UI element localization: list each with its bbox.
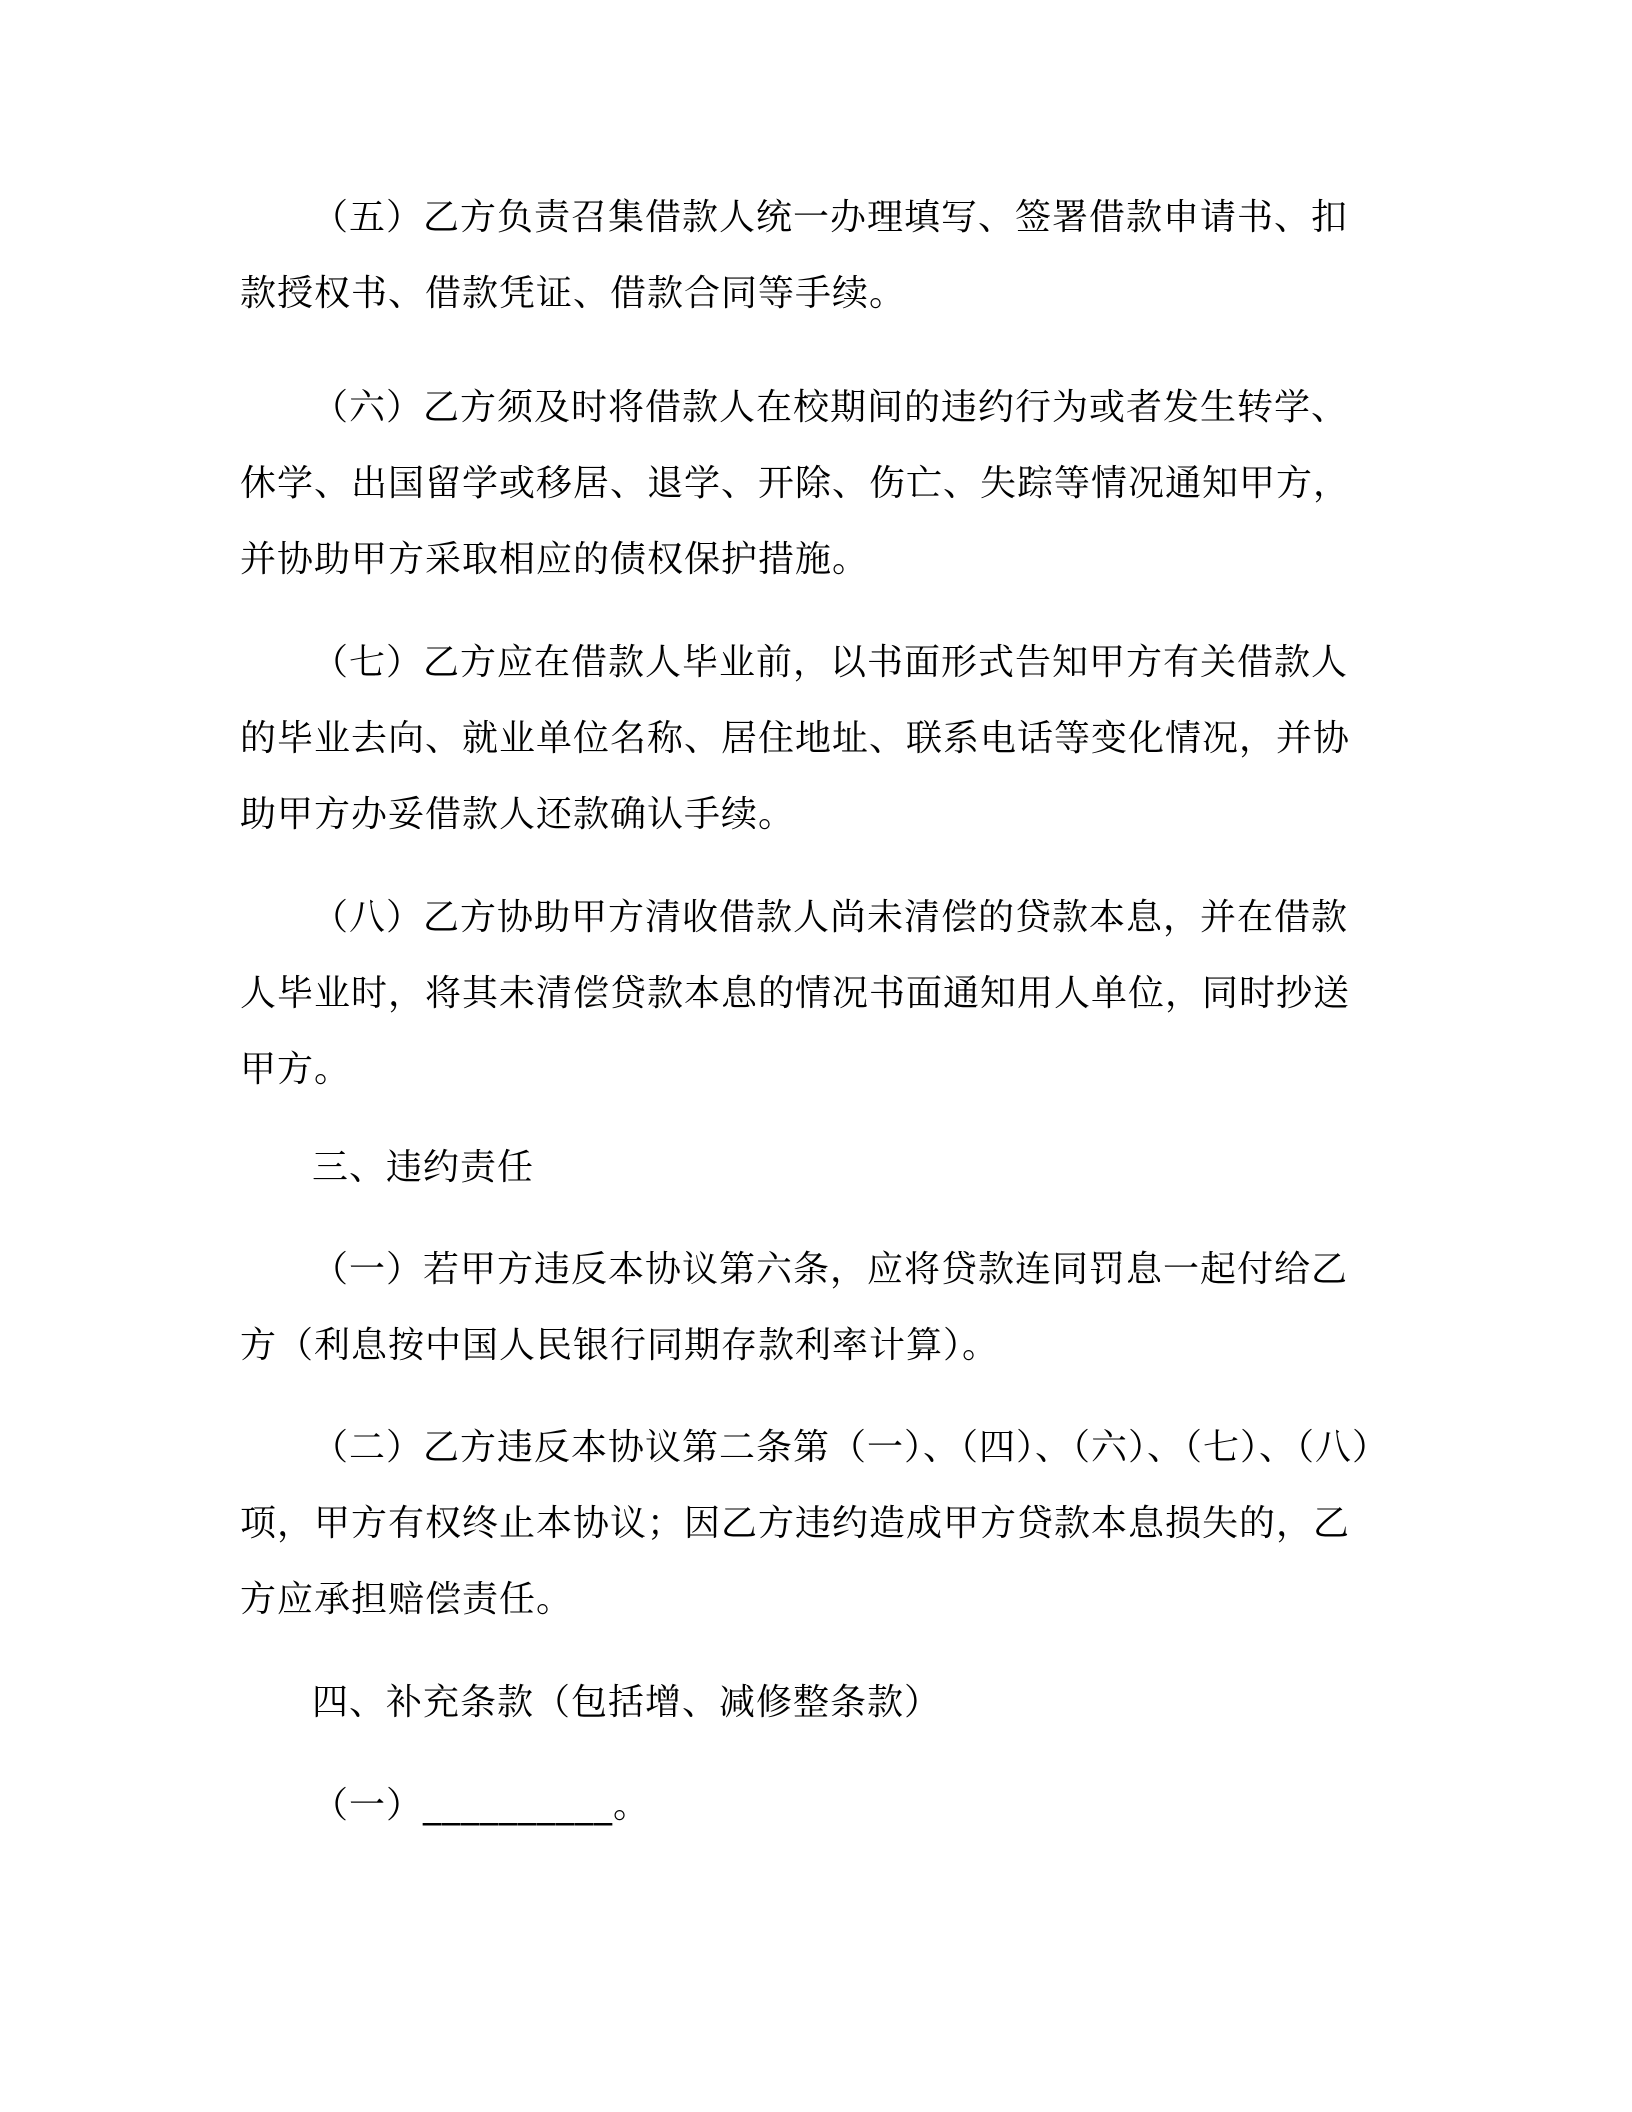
clause-6: （六）乙方须及时将借款人在校期间的违约行为或者发生转学、休学、出国留学或移居、退学、开除、伤亡、失踪等情况通知甲方，并协助甲方采取相应的债权保护措施。 <box>240 387 1351 580</box>
clause-5: （五）乙方负责召集借款人统一办理填写、签署借款申请书、扣款授权书、借款凭证、借款合同等手续。 <box>240 197 1349 314</box>
section-3-heading: 三、违约责任 <box>312 1147 535 1188</box>
supplementary-clause-1: （一）__________。 <box>312 1785 651 1826</box>
clause-7: （七）乙方应在借款人毕业前，以书面形式告知甲方有关借款人的毕业去向、就业单位名称、居住地址、联系电话等变化情况，并协助甲方办妥借款人还款确认手续。 <box>240 642 1351 835</box>
clause-8: （八）乙方协助甲方清收借款人尚未清偿的贷款本息，并在借款人毕业时，将其未清偿贷款本息的情况书面通知用人单位，同时抄送甲方。 <box>240 897 1351 1090</box>
breach-clause-2: （二）乙方违反本协议第二条第（一）、（四）、（六）、（七）、（八）项，甲方有权终止本协议；因乙方违约造成甲方贷款本息损失的，乙方应承担赔偿责任。 <box>240 1427 1372 1620</box>
breach-clause-1: （一）若甲方违反本协议第六条，应将贷款连同罚息一起付给乙方（利息按中国人民银行同期存款利率计算）。 <box>240 1249 1349 1366</box>
section-4-heading: 四、补充条款（包括增、减修整条款） <box>312 1682 942 1723</box>
